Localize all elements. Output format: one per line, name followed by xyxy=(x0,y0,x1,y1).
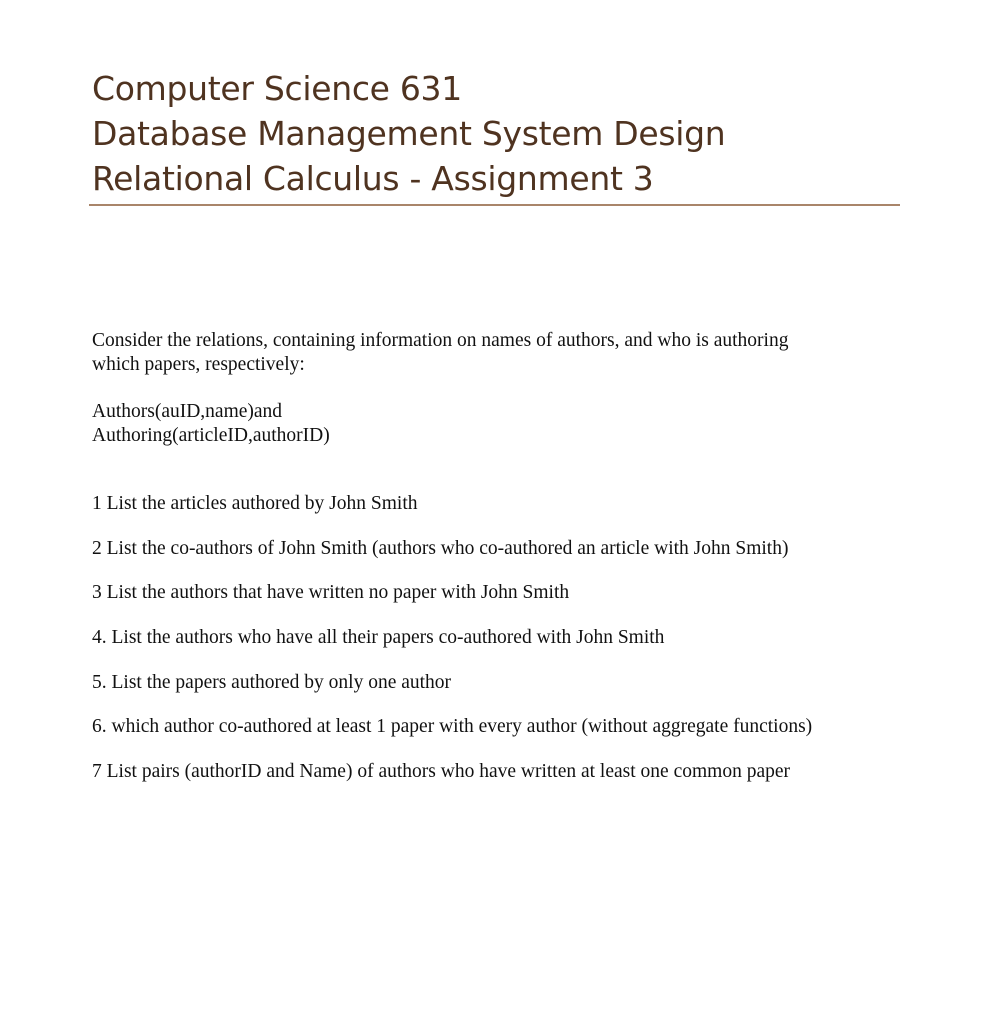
header-divider xyxy=(89,204,900,206)
relation-authors: Authors(auID,name)and xyxy=(92,401,283,422)
question-1: 1 List the articles authored by John Smith xyxy=(92,493,418,514)
assignment-title: Relational Calculus - Assignment 3 xyxy=(92,159,654,198)
question-2: 2 List the co-authors of John Smith (authors who co-authored an article with John Smith) xyxy=(92,538,789,559)
question-3: 3 List the authors that have written no paper with John Smith xyxy=(92,582,570,603)
relations-block xyxy=(92,400,330,448)
question-7: 7 List pairs (authorID and Name) of authors who have written at least one common paper xyxy=(92,761,790,782)
course-subtitle: Database Management System Design xyxy=(92,114,726,153)
intro-paragraph xyxy=(92,329,852,377)
intro-line-1: Consider the relations, containing information on names of authors, and who is authoring xyxy=(92,330,789,351)
question-4: 4. List the authors who have all their papers co-authored with John Smith xyxy=(92,627,665,648)
document-header xyxy=(92,66,902,201)
question-5: 5. List the papers authored by only one author xyxy=(92,672,452,693)
relation-authoring: Authoring(articleID,authorID) xyxy=(92,425,330,446)
question-6: 6. which author co-authored at least 1 paper with every author (without aggregate functions) xyxy=(92,716,813,737)
intro-line-2: which papers, respectively: xyxy=(92,354,305,375)
course-title: Computer Science 631 xyxy=(92,69,462,108)
